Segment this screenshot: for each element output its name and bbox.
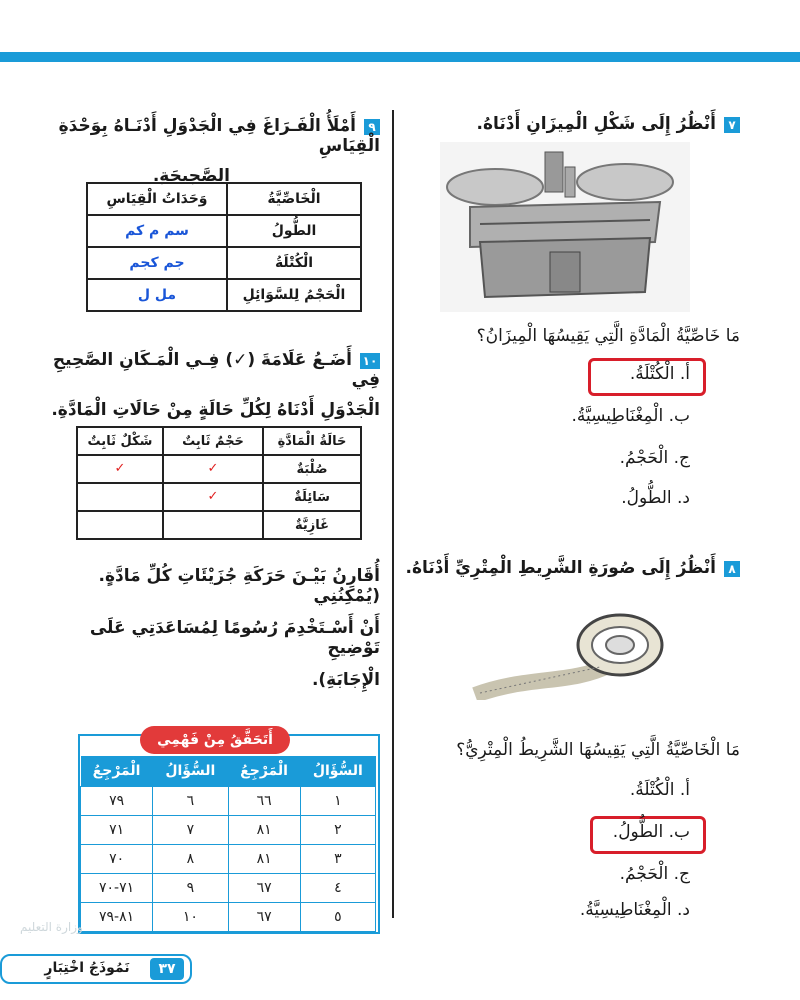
header-state: حَالَةُ الْمَادَّةِ <box>263 427 361 455</box>
q10-compare-text: أُقَارِنُ بَيْـنَ حَرَكَةِ جُزَيْئَاتِ كُلِّ مَادَّةٍ. (يُمْكِنُنِي أَنْ أَسْـتَخْدِمَ رُسُومًا لِمُسَاعَدَتِي عَلَى تَوْضِيحِ الْإِجَابَةِ). <box>89 566 380 690</box>
q9-prompt: ٩أَمْلَأُ الْفَـرَاغَ فِي الْجَدْوَلِ أَدْنَـاهُ بِوَحْدَةِ الْقِيَاسِ الصَّحِيحَةِ. <box>58 116 380 186</box>
ministry-watermark: وزارة التعليم <box>20 920 83 934</box>
check-cell[interactable] <box>163 511 263 539</box>
state-cell: سَائِلَةٌ <box>263 483 361 511</box>
q8-option-d[interactable]: د. الْمِغْنَاطِيسِيَّةُ. <box>579 900 690 920</box>
header-fixed-volume: حَجْمٌ ثَابِتٌ <box>163 427 263 455</box>
table-header-row <box>87 183 361 215</box>
q8-option-b[interactable]: ب. الطُّولُ. <box>612 822 690 842</box>
table-cell: ٤ <box>300 874 375 903</box>
header-reference: الْمَرْجِعُ <box>228 756 300 787</box>
table-cell: ١٠ <box>153 903 228 932</box>
table-cell: ٦٧ <box>228 903 300 932</box>
answer-cell[interactable]: سم م كم <box>87 215 227 247</box>
property-cell: الْحَجْمُ لِلسَّوَائِلِ <box>227 279 361 311</box>
header-fixed-shape: شَكْلٌ ثَابِتٌ <box>77 427 163 455</box>
q8-question: مَا الْخَاصِّيَّةُ الَّتِي يَقِيسُهَا الشَّرِيطُ الْمِتْرِيُّ؟ <box>456 740 740 760</box>
table-cell: ٢ <box>300 816 375 845</box>
table-cell: ٩ <box>153 874 228 903</box>
table-cell: ٣ <box>300 845 375 874</box>
check-cell[interactable] <box>77 483 163 511</box>
table-cell: ٨ <box>153 845 228 874</box>
q7-number: ٧ <box>724 117 740 133</box>
state-cell: صُلْبَةٌ <box>263 455 361 483</box>
check-cell[interactable]: ✓ <box>163 455 263 483</box>
table-cell: ٧ <box>153 816 228 845</box>
table-row <box>81 845 376 874</box>
q10-number: ١٠ <box>360 353 380 369</box>
q10-states-table <box>76 426 362 540</box>
page-number: ٣٧ <box>150 958 184 980</box>
table-row <box>81 903 376 932</box>
table-cell: ٨١-٧٩ <box>81 903 153 932</box>
q7-question: مَا خَاصِّيَّةُ الْمَادَّةِ الَّتِي يَقِيسُهَا الْمِيزَانُ؟ <box>476 326 740 346</box>
table-row <box>81 874 376 903</box>
top-accent-bar <box>0 52 800 62</box>
q7-option-c[interactable]: ج. الْحَجْمُ. <box>619 448 690 468</box>
check-cell[interactable]: ✓ <box>77 455 163 483</box>
measuring-tape-image <box>470 605 670 700</box>
footer-label: نَمُوذَجُ اخْتِبَارٍ <box>44 960 130 976</box>
check-cell[interactable]: ✓ <box>163 483 263 511</box>
q8-option-c[interactable]: ج. الْحَجْمُ. <box>619 864 690 884</box>
check-cell[interactable] <box>77 511 163 539</box>
q7-option-d[interactable]: د. الطُّولُ. <box>621 488 690 508</box>
answer-cell[interactable]: جم كجم <box>87 247 227 279</box>
q8-number: ٨ <box>724 561 740 577</box>
table-header-row <box>77 427 361 455</box>
table-row <box>87 279 361 311</box>
header-reference: الْمَرْجِعُ <box>81 756 153 787</box>
property-cell: الْكُتْلَةُ <box>227 247 361 279</box>
balance-scale-image <box>440 142 690 312</box>
q10-prompt: ١٠أَضَـعُ عَلَامَةَ (✓) فِـي الْمَـكَانِ الصَّحِيحِ فِي الْجَدْوَلِ أَدْنَاهُ لِكُلِّ حَالَةٍ مِنْ حَالَاتِ الْمَادَّةِ. <box>51 350 380 420</box>
table-cell: ٨١ <box>228 816 300 845</box>
table-cell: ١ <box>300 787 375 816</box>
table-cell: ٨١ <box>228 845 300 874</box>
header-question: السُّؤَالُ <box>300 756 375 787</box>
table-row <box>77 511 361 539</box>
table-cell: ٧٩ <box>81 787 153 816</box>
q8-option-a[interactable]: أ. الْكُتْلَةُ. <box>629 780 690 800</box>
table-row <box>81 787 376 816</box>
table-row <box>77 455 361 483</box>
header-question: السُّؤَالُ <box>153 756 228 787</box>
q9-number: ٩ <box>364 119 380 135</box>
table-cell: ٥ <box>300 903 375 932</box>
table-row <box>81 816 376 845</box>
header-property: الْخَاصِّيَّةُ <box>227 183 361 215</box>
q7-option-b[interactable]: ب. الْمِغْنَاطِيسِيَّةُ. <box>571 406 690 426</box>
answer-cell[interactable]: مل ل <box>87 279 227 311</box>
table-cell: ٧١-٧٠ <box>81 874 153 903</box>
state-cell: غَازِيَّةٌ <box>263 511 361 539</box>
header-units: وَحَدَاتُ الْقِيَاسِ <box>87 183 227 215</box>
table-row <box>77 483 361 511</box>
q7-option-a[interactable]: أ. الْكُتْلَةُ. <box>629 364 690 384</box>
q8-prompt: ٨أَنْظُرُ إِلَى صُورَةِ الشَّرِيطِ الْمِتْرِيِّ أَدْنَاهُ. <box>406 558 740 578</box>
property-cell: الطُّولُ <box>227 215 361 247</box>
review-table <box>80 756 376 932</box>
table-cell: ٧٠ <box>81 845 153 874</box>
table-cell: ٧١ <box>81 816 153 845</box>
q9-units-table <box>86 182 362 312</box>
table-row <box>87 247 361 279</box>
table-cell: ٦٧ <box>228 874 300 903</box>
table-row <box>87 215 361 247</box>
table-cell: ٦ <box>153 787 228 816</box>
table-header-row <box>81 756 376 787</box>
table-cell: ٦٦ <box>228 787 300 816</box>
review-title: أَتَحَقَّقُ مِنْ فَهْمِي <box>140 726 290 754</box>
column-divider <box>392 110 394 918</box>
q7-prompt: ٧أَنْظُرُ إِلَى شَكْلِ الْمِيزَانِ أَدْنَاهُ. <box>477 114 740 134</box>
